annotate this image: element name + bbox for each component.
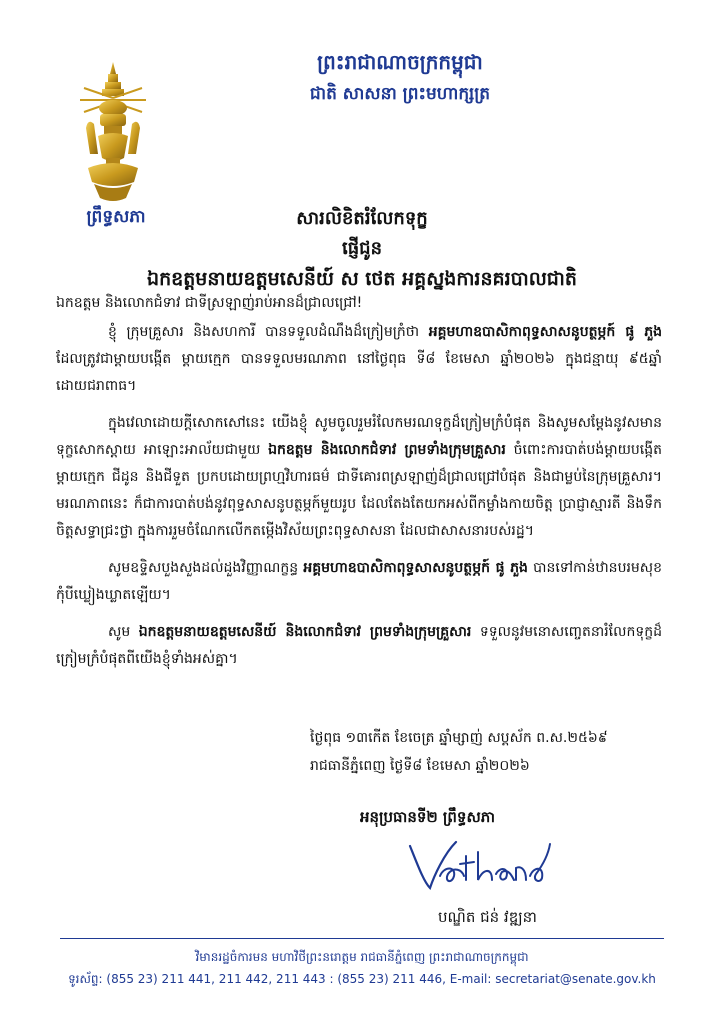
date-block: [310, 724, 670, 780]
lunar-date: ថ្ងៃពុធ ១៣កើត ខែចេត្រ ឆ្នាំម្សាញ់ សប្តស័ក ព.ស.២៥៦៩: [310, 730, 608, 746]
paragraph-1-text-a: ខ្ញុំ ក្រុមគ្រួសារ និងសហការី បានទទួលដំណឹងដ៏ក្រៀមក្រំថា: [108, 324, 429, 340]
solar-date: រាជធានីភ្នំពេញ ថ្ងៃទី៨ ខែមេសា ឆ្នាំ២០២៦: [310, 758, 530, 774]
motto-nation-religion-king: ជាតិ សាសនា ព្រះមហាក្សត្រ: [309, 84, 491, 104]
greeting: ឯកឧត្តម និងលោកជំទាវ ជាទីស្រឡាញ់រាប់អានដ៏ជ្រាលជ្រៅ!: [56, 295, 363, 311]
paragraph-4-text-a: សូម: [108, 624, 139, 640]
footer-divider: [60, 938, 664, 939]
kingdom-motto: [240, 46, 560, 110]
paragraph-3-text-b: បានទៅកាន់ឋានបរមសុខ កុំបីឃ្លៀងឃ្លាតឡើយ។: [56, 560, 663, 603]
paragraph-4-text-b: ទទួលនូវមនោសញ្ចេតនារំលែកទុក្ខដ៏ក្រៀមក្រំបំផុតពីយើងខ្ញុំទាំងអស់គ្នា។: [56, 624, 662, 667]
motto-kingdom: ព្រះរាជាណាចក្រកម្ពុជា: [317, 50, 483, 74]
handwritten-signature: [404, 836, 554, 896]
paragraph-3: [56, 555, 662, 609]
paragraph-4-bold: ឯកឧត្តមនាយឧត្តមសេនីយ៍ និងលោកជំទាវ ព្រមទាំងក្រុមគ្រួសារ: [138, 624, 472, 640]
paragraph-1-text-b: ដែលត្រូវជាម្ដាយបង្កើត ម្ដាយក្មេក បានទទួលមរណភាព នៅថ្ងៃពុធ ទី៨ ខែមេសា ឆ្នាំ២០២៦ ក្នុងជន្មាយុ ៩៥ឆ្នាំ ដោយជរាពាធ។: [56, 351, 662, 394]
footer: [40, 946, 684, 990]
paragraph-2: [56, 410, 662, 545]
paragraph-2-bold: ឯកឧត្តម និងលោកជំទាវ ព្រមទាំងក្រុមគ្រួសារ: [268, 442, 506, 458]
letter-title-condolence: សារលិខិតរំលែកទុក្ខ: [296, 208, 428, 229]
paragraph-2-text-b: ចំពោះការបាត់បង់ម្ដាយបង្កើត ម្ដាយក្មេក ជីដូន និងជីទួត ប្រកបដោយព្រហ្មវិហារធម៌ ជាទីគោរពស្រឡាញ់ដ៏ជ្រាលជ្រៅបំផុត និងជាម្លប់នៃក្រុមគ្រួសារ។ មរណភាពនេះ ក៏ជាការបាត់បង់នូវពុទ្ធសាសនូបត្ថម្ភក៍មួយរូប ដែលតែងតែយកអស់ពីកម្លាំងកាយចិត្ត ប្រាជ្ញាស្មារតី និងទឹកចិត្តសទ្ធាជ្រះថ្លា ក្នុងការរួមចំណែកលើកតម្កើងវិស័យព្រះពុទ្ធសាសនា ដែលជាសាសនារបស់រដ្ឋ។: [56, 442, 662, 539]
paragraph-3-bold: អគ្គមហាឧបាសិកាពុទ្ធសាសនូបត្ថម្ភក៍ ផូ ភួង: [303, 560, 528, 576]
letter-title-to: ផ្ញើជូន: [342, 238, 382, 259]
paragraph-2-text-a: ក្នុងវេលាដោយក្ដីសោកសៅនេះ យើងខ្ញុំ សូមចូលរួមរំលែកមរណទុក្ខដ៏ក្រៀមក្រំបំផុត និងសូមសម្ដែងនូវសមានទុក្ខសោកស្ដាយ អាឡោះអាល័យជាមួយ: [56, 415, 662, 458]
signatory-title: អនុប្រធានទី២ ព្រឹទ្ធសភា: [360, 808, 496, 826]
paragraph-4: [56, 619, 662, 673]
paragraph-3-text-a: សូមឧទ្ទិសបួងសួងដល់ដួងវិញ្ញាណក្ខន្ធ: [108, 560, 304, 576]
letter-body: [56, 290, 662, 683]
paragraph-1-bold: អគ្គមហាឧបាសិកាពុទ្ធសាសនូបត្ថម្ភក៍ ផូ ភួង: [428, 324, 662, 340]
footer-address: វិមានរដ្ឋចំការមន មហាវិថីព្រះនរោត្តម រាជធានីភ្នំពេញ ព្រះរាជាណាចក្រកម្ពុជា: [195, 950, 529, 964]
footer-contact: ទូរស័ព្ទ: (855 23) 211 441, 211 442, 211 443 : (855 23) 211 446, E-mail: secretariat@senate.gov.kh: [68, 972, 656, 986]
paragraph-1: [56, 319, 662, 400]
senate-name: ព្រឹទ្ធសភា: [86, 207, 146, 227]
signatory-name: បណ្ឌិត ជន់ វឌ្ឍនា: [438, 908, 537, 926]
letter-title-recipient: ឯកឧត្តមនាយឧត្តមសេនីយ៍ ស ថេត អគ្គស្នងការនគរបាលជាតិ: [147, 268, 577, 290]
senate-emblem-icon: [76, 58, 150, 206]
letter-title: [40, 204, 684, 294]
